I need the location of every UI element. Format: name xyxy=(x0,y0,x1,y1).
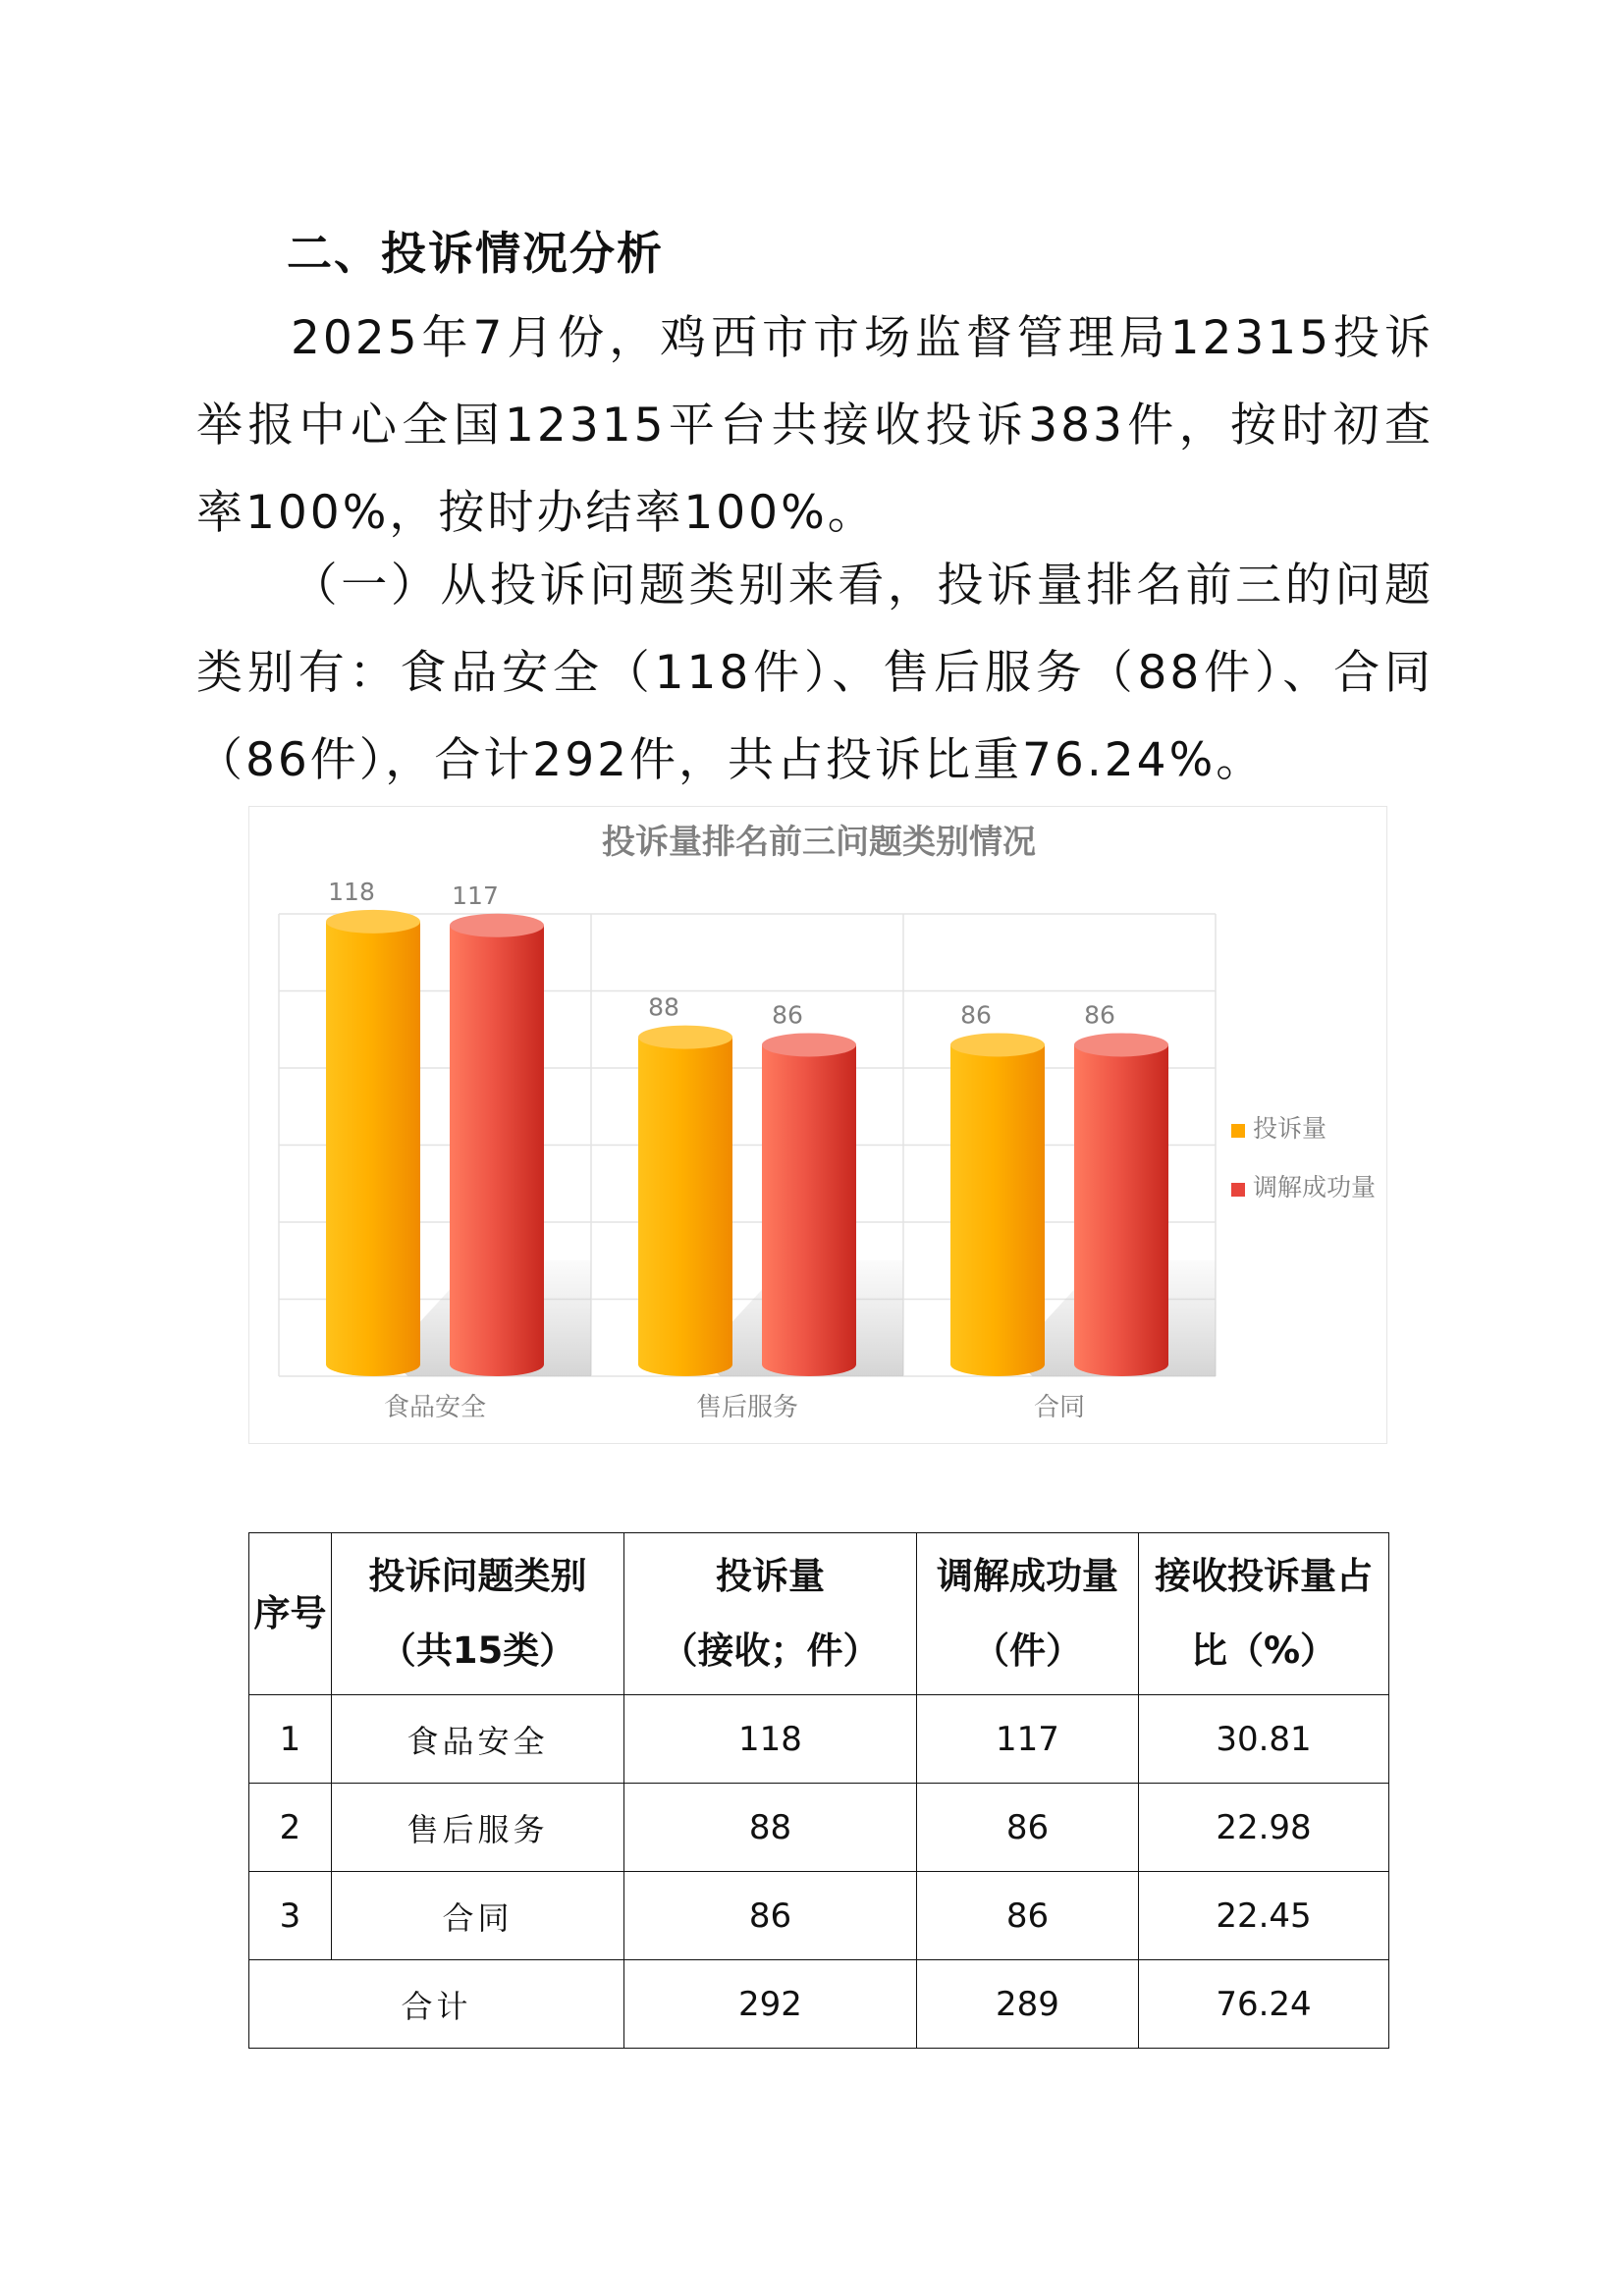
paragraph-summary-text: 2025年7月份，鸡西市市场监督管理局12315投诉举报中心全国12315平台共接收投诉383件，按时初查率100%，按时办结率100%。 xyxy=(196,311,1434,540)
cell-no: 1 xyxy=(249,1695,332,1784)
bar-mediated xyxy=(762,1044,856,1376)
header-share: 接收投诉量占 比（%） xyxy=(1139,1533,1389,1695)
cell-no: 3 xyxy=(249,1872,332,1960)
cell-category: 售后服务 xyxy=(332,1784,624,1872)
cell-total-mediated: 289 xyxy=(917,1960,1139,2049)
category-label: 食品安全 xyxy=(383,1393,487,1422)
cell-complaints: 88 xyxy=(624,1784,917,1872)
data-label: 86 xyxy=(960,1000,992,1030)
bar-top-cap xyxy=(762,1033,856,1056)
cell-total-complaints: 292 xyxy=(624,1960,917,2049)
table-row xyxy=(249,1784,1389,1872)
cell-total-share: 76.24 xyxy=(1139,1960,1389,2049)
cell-complaints: 86 xyxy=(624,1872,917,1960)
paragraph-summary xyxy=(196,294,1434,557)
table-row xyxy=(249,1872,1389,1960)
cell-share: 22.45 xyxy=(1139,1872,1389,1960)
bar-chart-svg xyxy=(249,807,1388,1445)
header-complaints: 投诉量 （接收；件） xyxy=(624,1533,917,1695)
bar-top-cap xyxy=(450,914,544,937)
paragraph-categories-text: （一）从投诉问题类别来看，投诉量排名前三的问题类别有：食品安全（118件）、售后服务（88件）、合同（86件），合计292件，共占投诉比重76.24%。 xyxy=(196,559,1434,787)
header-category: 投诉问题类别 （共15类） xyxy=(332,1533,624,1695)
cell-mediated: 86 xyxy=(917,1784,1139,1872)
header-mediated: 调解成功量 （件） xyxy=(917,1533,1139,1695)
bar-top-cap xyxy=(1074,1033,1168,1056)
category-label: 售后服务 xyxy=(695,1393,799,1422)
cell-complaints: 118 xyxy=(624,1695,917,1784)
data-label: 86 xyxy=(772,1000,803,1030)
category-label: 合同 xyxy=(1033,1393,1086,1422)
header-no: 序号 xyxy=(249,1533,332,1695)
section-heading: 二、投诉情况分析 xyxy=(287,227,664,280)
cell-category: 合同 xyxy=(332,1872,624,1960)
cell-share: 30.81 xyxy=(1139,1695,1389,1784)
cell-share: 22.98 xyxy=(1139,1784,1389,1872)
table-row xyxy=(249,1695,1389,1784)
bar-complaints xyxy=(950,1044,1045,1376)
legend-label: 调解成功量 xyxy=(1253,1173,1377,1201)
stats-table xyxy=(248,1532,1389,2049)
legend-swatch xyxy=(1231,1183,1245,1197)
cell-mediated: 86 xyxy=(917,1872,1139,1960)
cell-total-label: 合计 xyxy=(249,1960,624,2049)
data-label: 86 xyxy=(1084,1000,1115,1030)
paragraph-categories xyxy=(196,542,1434,804)
bar-top-cap xyxy=(326,910,420,934)
data-label: 88 xyxy=(648,992,679,1022)
table-total-row xyxy=(249,1960,1389,2049)
table-header-row xyxy=(249,1533,1389,1695)
bar-top-cap xyxy=(638,1026,732,1049)
cell-category: 食品安全 xyxy=(332,1695,624,1784)
chart-title: 投诉量排名前三问题类别情况 xyxy=(602,823,1036,862)
bar-complaints xyxy=(638,1038,732,1376)
bar-mediated xyxy=(450,926,544,1376)
bar-complaints xyxy=(326,922,420,1376)
bar-mediated xyxy=(1074,1044,1168,1376)
legend-label: 投诉量 xyxy=(1253,1114,1327,1143)
data-label: 117 xyxy=(452,881,499,910)
cell-no: 2 xyxy=(249,1784,332,1872)
bar-chart xyxy=(248,806,1387,1444)
bar-top-cap xyxy=(950,1033,1045,1056)
data-label: 118 xyxy=(328,877,375,906)
cell-mediated: 117 xyxy=(917,1695,1139,1784)
legend-swatch xyxy=(1231,1124,1245,1138)
